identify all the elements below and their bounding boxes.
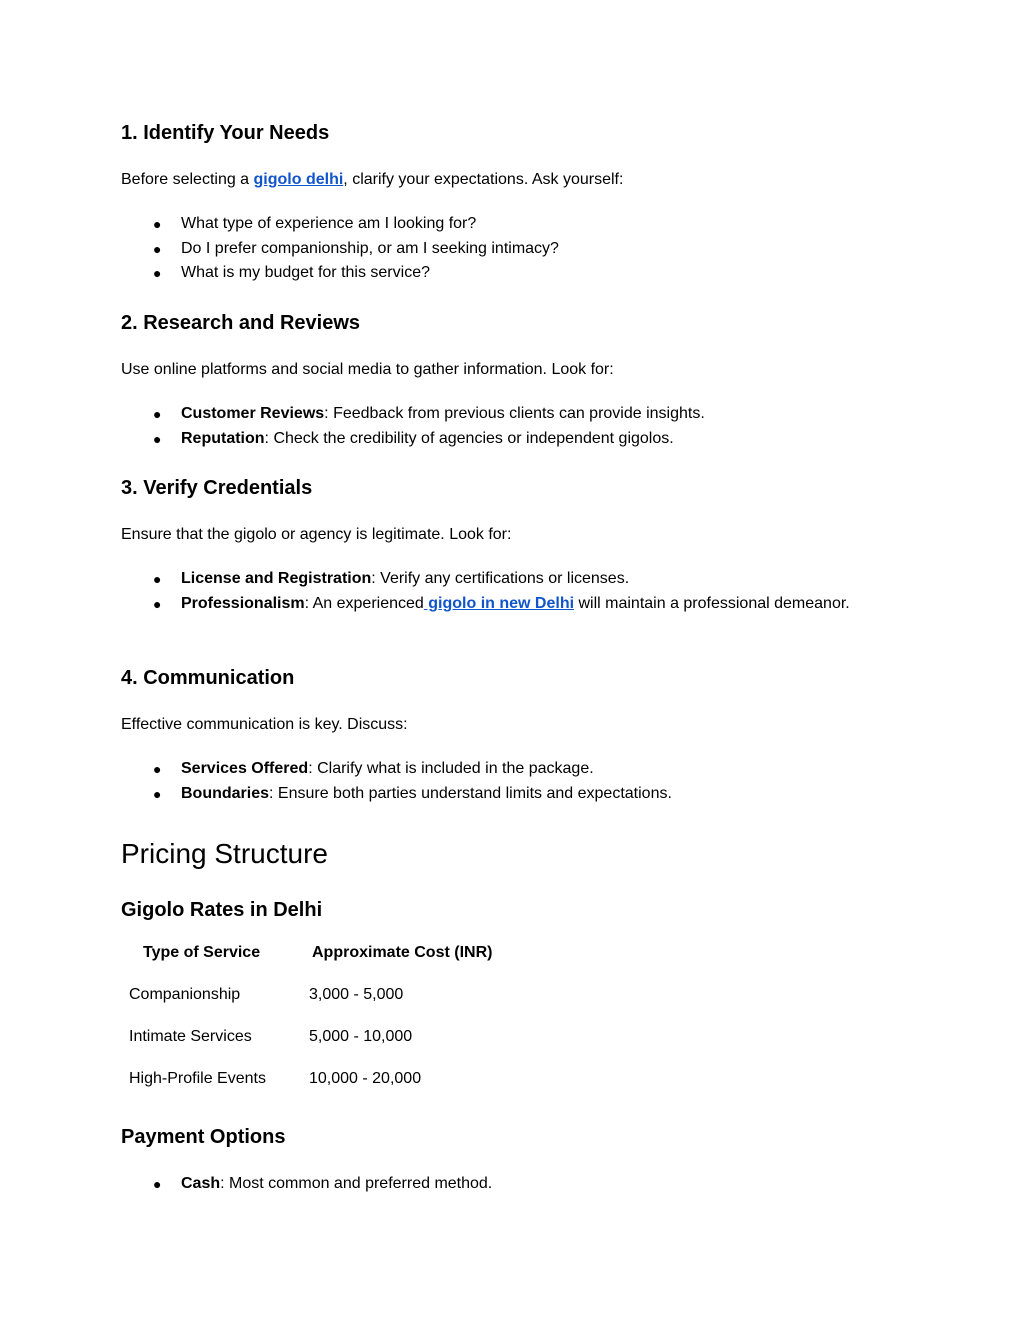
table-cell: Intimate Services bbox=[129, 1028, 252, 1045]
list-item: ● Reputation: Check the credibility of agencies or independent gigolos. bbox=[121, 427, 881, 452]
section-1-intro bbox=[121, 171, 623, 189]
section-2-list bbox=[121, 402, 881, 451]
section-2-heading: 2. Research and Reviews bbox=[121, 312, 361, 334]
section-3-intro: Ensure that the gigolo or agency is legitimate. Look for: bbox=[121, 526, 512, 543]
payment-options-list bbox=[121, 1172, 881, 1197]
gigolo-in-new-delhi-link[interactable]: gigolo in new Delhi bbox=[423, 594, 575, 612]
section-4-intro: Effective communication is key. Discuss: bbox=[121, 716, 408, 733]
bullet-icon: ● bbox=[153, 595, 162, 612]
bullet-icon: ● bbox=[153, 216, 162, 232]
section-3-heading: 3. Verify Credentials bbox=[121, 477, 313, 499]
section-4-heading: 4. Communication bbox=[121, 667, 295, 689]
table-header-cell: Type of Service bbox=[143, 944, 261, 961]
list-item: ● License and Registration: Verify any certifications or licenses. bbox=[121, 567, 881, 592]
section-1-intro-after: , clarify your expectations. Ask yourself: bbox=[343, 171, 624, 188]
table-cell: 10,000 - 20,000 bbox=[309, 1070, 422, 1087]
table-header-cell: Approximate Cost (INR) bbox=[312, 944, 493, 961]
bullet-icon: ● bbox=[153, 406, 162, 422]
list-item: ● Boundaries: Ensure both parties understand limits and expectations. bbox=[121, 782, 881, 807]
gigolo-rates-heading: Gigolo Rates in Delhi bbox=[121, 899, 323, 921]
table-cell: Companionship bbox=[129, 986, 241, 1003]
section-3-list bbox=[121, 567, 881, 616]
bullet-icon: ● bbox=[153, 1176, 162, 1192]
payment-options-heading: Payment Options bbox=[121, 1126, 286, 1148]
list-item: ● Cash: Most common and preferred method. bbox=[121, 1172, 881, 1197]
bullet-icon: ● bbox=[153, 785, 162, 802]
table-cell: 3,000 - 5,000 bbox=[309, 986, 404, 1003]
list-item: ● What is my budget for this service? bbox=[121, 261, 881, 286]
section-4-list bbox=[121, 757, 881, 806]
list-item: ● Customer Reviews: Feedback from previous clients can provide insights. bbox=[121, 402, 881, 427]
list-item: ● Services Offered: Clarify what is included in the package. bbox=[121, 757, 881, 782]
bullet-icon: ● bbox=[153, 265, 162, 281]
list-item: ● Professionalism: An experienced gigolo in new Delhi will maintain a professional demeanor. bbox=[121, 592, 881, 617]
bullet-icon: ● bbox=[153, 571, 162, 587]
bullet-icon: ● bbox=[153, 761, 162, 777]
list-item: ● What type of experience am I looking for? bbox=[121, 212, 881, 237]
section-1-intro-before: Before selecting a bbox=[121, 171, 254, 188]
section-1-list bbox=[121, 212, 881, 286]
bullet-icon: ● bbox=[153, 240, 162, 257]
table-cell: 5,000 - 10,000 bbox=[309, 1028, 413, 1045]
bullet-icon: ● bbox=[153, 430, 162, 447]
section-2-intro: Use online platforms and social media to gather information. Look for: bbox=[121, 361, 614, 378]
list-item: ● Do I prefer companionship, or am I seeking intimacy? bbox=[121, 237, 881, 262]
section-1-heading: 1. Identify Your Needs bbox=[121, 122, 330, 144]
table-cell: High-Profile Events bbox=[129, 1070, 266, 1087]
pricing-structure-title: Pricing Structure bbox=[121, 838, 328, 869]
gigolo-delhi-link[interactable]: gigolo delhi bbox=[253, 171, 344, 188]
